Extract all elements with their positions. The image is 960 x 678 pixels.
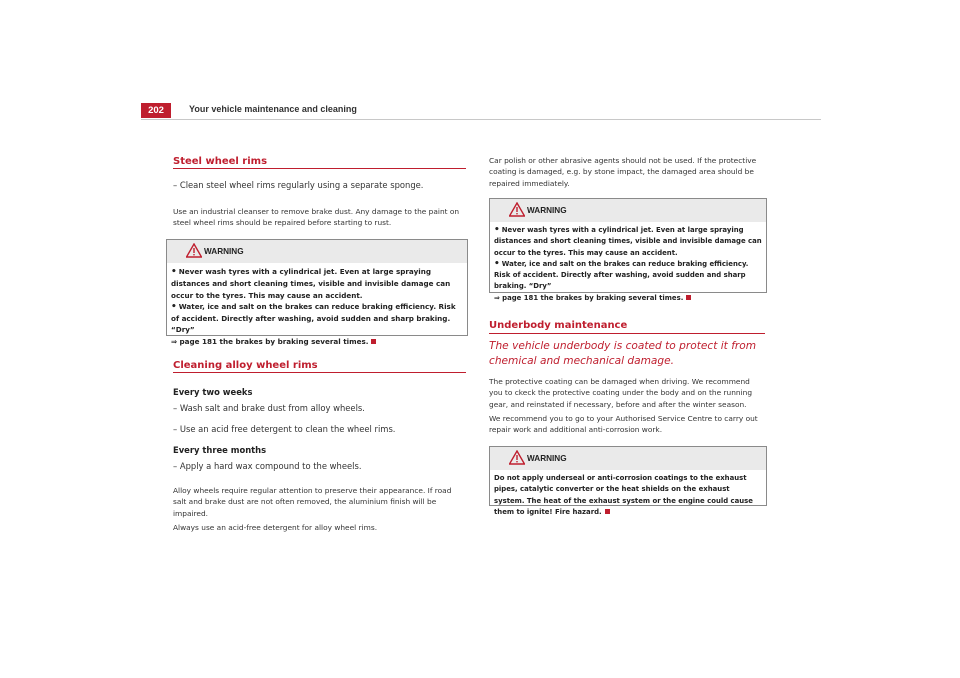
warning-item-ref: ⇒ page 181 the brakes by braking several times. (171, 336, 463, 347)
warning-item: • Water, ice and salt on the brakes can reduce braking efficiency. Risk of accident. Directly after washing, avoid sudden and sharp braking. “Dry” (494, 258, 749, 291)
warning-body (490, 222, 766, 307)
intro-text: The vehicle underbody is coated to protect it from chemical and mechanical damage. (489, 340, 757, 367)
section-title-steel: Steel wheel rims (173, 156, 268, 167)
warning-item: • Never wash tyres with a cylindrical jet. Even at large spraying distances and short cleaning times, visible and invisible damage can occur to the tyres. This may cause an accident. (171, 267, 451, 300)
warning-item: • Water, ice and salt on the brakes can reduce braking efficiency. Risk of accident. Directly after washing, avoid sudden and sharp braking. “Dry” (171, 301, 456, 335)
section-rule (173, 168, 466, 169)
warning-title: WARNING (527, 454, 567, 463)
end-mark-icon (371, 339, 376, 344)
step-text: – Apply a hard wax compound to the wheels. (173, 461, 362, 471)
section-rule (489, 333, 765, 334)
warning-box-fire (489, 446, 767, 516)
running-head: Your vehicle maintenance and cleaning (189, 104, 357, 114)
warning-box-left (166, 239, 468, 346)
warning-body: Do not apply underseal or anti-corrosion coatings to the exhaust pipes, catalytic converter or the heat shields on the exhaust system. The heat of the exhaust system or the engine could cause them to ignite! Fire hazard. (494, 474, 753, 516)
step-text: – Wash salt and brake dust from alloy wheels. (173, 403, 365, 413)
warning-title: WARNING (204, 247, 244, 256)
interval-label: Every two weeks (173, 387, 253, 397)
end-mark-icon (686, 295, 691, 300)
note-text: Car polish or other abrasive agents should not be used. If the protective coating is damaged, e.g. by stone impact, the damaged area should be repaired immediately. (489, 156, 757, 188)
section-title-underbody: Underbody maintenance (489, 320, 628, 331)
warning-triangle-icon (186, 243, 202, 258)
warning-box-right (489, 198, 767, 302)
warning-header (167, 240, 467, 263)
end-mark-icon (605, 509, 610, 514)
body-text: We recommend you to go to your Authorised Service Centre to carry out repair work and additional anti-corrosion work. (489, 414, 758, 435)
warning-body (167, 263, 467, 350)
warning-header (490, 199, 766, 222)
step-text: – Clean steel wheel rims regularly using a separate sponge. (173, 180, 424, 190)
section-title-alloy: Cleaning alloy wheel rims (173, 360, 318, 371)
warning-triangle-icon (509, 202, 525, 217)
note-text: Use an industrial cleanser to remove brake dust. Any damage to the paint on steel wheel rims should be repaired before starting to rust. (173, 207, 460, 228)
note-text: Alloy wheels require regular attention to preserve their appearance. If road salt and brake dust are not often removed, the aluminium finish will be impaired. (173, 486, 452, 518)
step-text: – Use an acid free detergent to clean the wheel rims. (173, 424, 396, 434)
section-rule (173, 372, 466, 373)
interval-label: Every three months (173, 445, 267, 455)
warning-title: WARNING (527, 206, 567, 215)
note-text: Always use an acid-free detergent for alloy wheel rims. (173, 523, 378, 532)
page-number: 202 (141, 103, 171, 118)
warning-item-ref: ⇒ page 181 the brakes by braking several times. (494, 293, 762, 304)
warning-triangle-icon (509, 450, 525, 465)
warning-item: • Never wash tyres with a cylindrical jet. Even at large spraying distances and short cleaning times, visible and invisible damage can occur to the tyres. This may cause an accident. (494, 225, 762, 257)
warning-header (490, 447, 766, 470)
body-text: The protective coating can be damaged when driving. We recommend you to ckeck the protective coating under the body and on the running gear, and reinstated if necessary, before and after the winter season. (489, 377, 753, 409)
